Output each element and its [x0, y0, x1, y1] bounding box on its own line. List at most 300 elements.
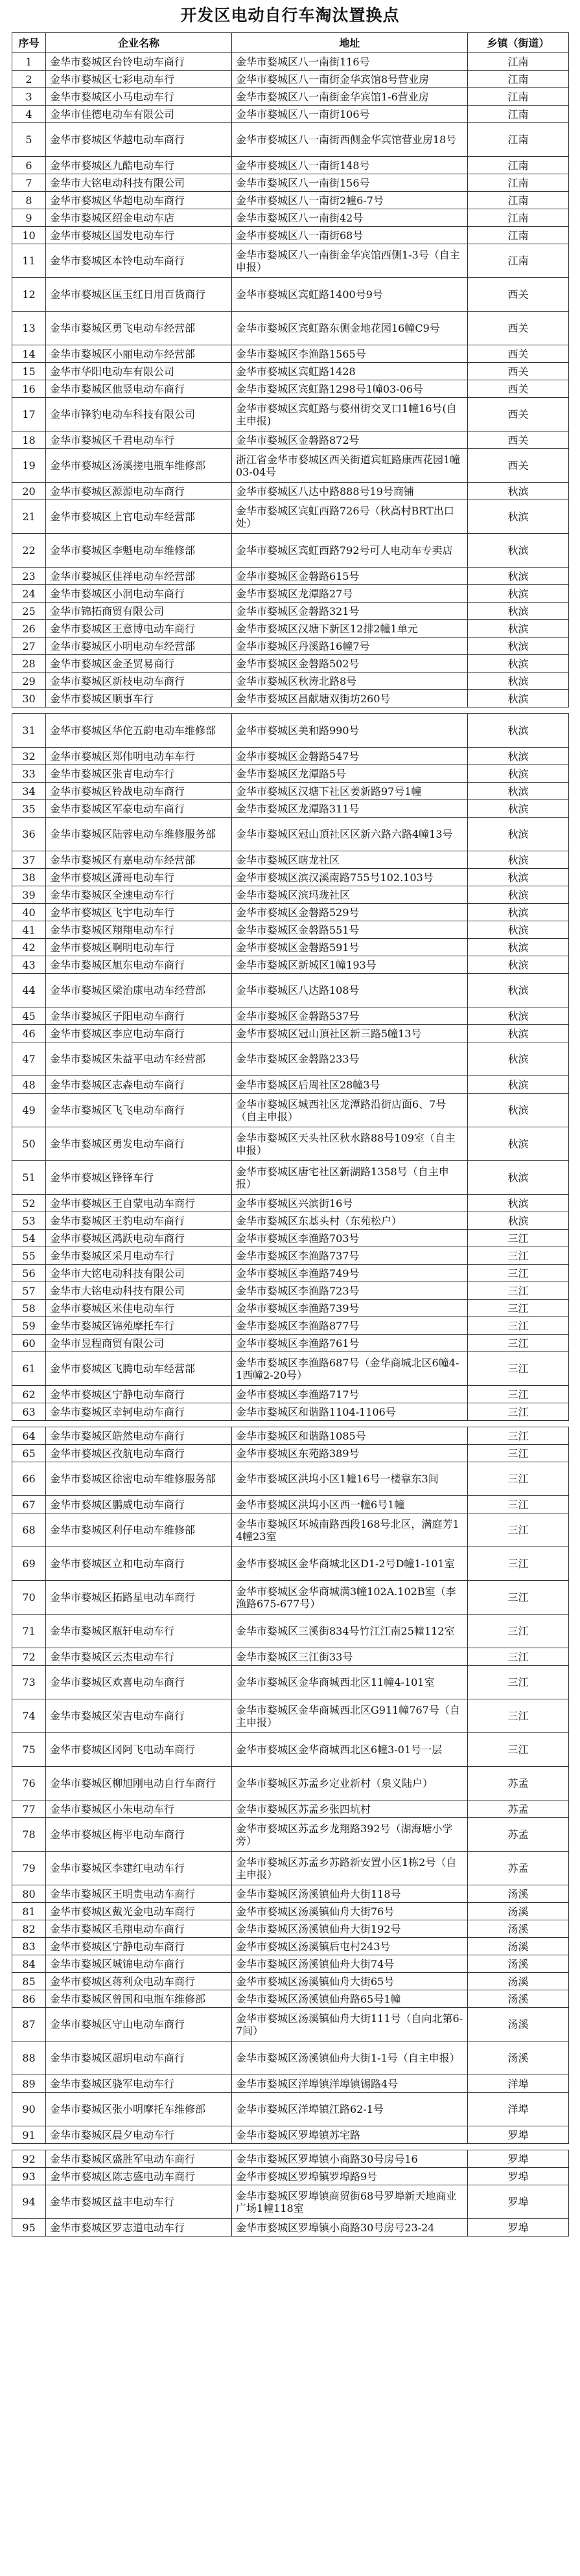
- cell-no: 80: [12, 1885, 46, 1903]
- cell-no: 26: [12, 620, 46, 638]
- cell-no: 4: [12, 106, 46, 123]
- cell-address: 金华市婺城区八一南街金华宾馆1-6营业房: [232, 88, 468, 106]
- cell-company-name: 金华市婺城区郑伟明电动车车行: [46, 748, 232, 765]
- cell-company-name: 金华市婺城区毛翔电动车商行: [46, 1920, 232, 1938]
- cell-town: 三江: [468, 1513, 569, 1547]
- cell-no: 32: [12, 748, 46, 765]
- cell-company-name: 金华市婺城区军豪电动车商行: [46, 800, 232, 818]
- cell-no: 91: [12, 2126, 46, 2144]
- cell-town: 江南: [468, 227, 569, 244]
- cell-company-name: 金华市婺城区佳祥电动车经营部: [46, 568, 232, 585]
- table-row: [12, 1547, 569, 1581]
- cell-company-name: 金华市婺城区飞宇电动车行: [46, 904, 232, 921]
- table-row: [12, 1648, 569, 1666]
- cell-address: 金华市婺城区八一南街金华宾馆西侧1-3号（自主申报）: [232, 244, 468, 278]
- cell-no: 36: [12, 818, 46, 851]
- table-row: [12, 886, 569, 904]
- cell-no: 65: [12, 1445, 46, 1462]
- table-row: [12, 1903, 569, 1920]
- cell-company-name: 金华市婺城区勇飞电动车经营部: [46, 312, 232, 345]
- cell-company-name: 金华市昱程商贸有限公司: [46, 1335, 232, 1352]
- cell-town: 三江: [468, 1335, 569, 1352]
- table-row: [12, 345, 569, 363]
- cell-company-name: 金华市婺城区梁治康电动车经营部: [46, 974, 232, 1007]
- cell-town: 秋滨: [468, 748, 569, 765]
- cell-address: 金华市婺城区汉塘下新区12排2幢1单元: [232, 620, 468, 638]
- cell-town: 秋滨: [468, 483, 569, 500]
- cell-address: 金华市婺城区李渔路737号: [232, 1247, 468, 1265]
- cell-town: 罗埠: [468, 2185, 569, 2219]
- cell-address: 金华市婺城区汤溪镇仙舟大街118号: [232, 1885, 468, 1903]
- cell-company-name: 金华市婺城区潇哥电动车行: [46, 869, 232, 886]
- cell-no: 72: [12, 1648, 46, 1666]
- table-row: [12, 1938, 569, 1955]
- cell-town: 苏孟: [468, 1800, 569, 1818]
- cell-no: 42: [12, 939, 46, 956]
- table-row: [12, 449, 569, 483]
- cell-address: 金华市婺城区三溪街834号竹江江南25幢112室: [232, 1615, 468, 1648]
- cell-company-name: 金华市婺城区李建红电动车行: [46, 1852, 232, 1885]
- cell-company-name: 金华市婺城区守山电动车商行: [46, 2008, 232, 2041]
- cell-town: 秋滨: [468, 851, 569, 869]
- cell-town: 秋滨: [468, 956, 569, 974]
- section-gap-cell: [12, 707, 569, 714]
- cell-town: 秋滨: [468, 974, 569, 1007]
- section-gap-cell: [12, 1421, 569, 1427]
- cell-town: 西关: [468, 398, 569, 431]
- table-row: [12, 1496, 569, 1513]
- cell-company-name: 金华市婺城区小朱电动车行: [46, 1800, 232, 1818]
- cell-town: 秋滨: [468, 1007, 569, 1025]
- cell-company-name: 金华市婺城区曾国和电瓶车维修部: [46, 1990, 232, 2008]
- cell-address: 金华市婺城区金华商城西北区6幢3-01号一层: [232, 1733, 468, 1767]
- cell-town: 汤溪: [468, 1885, 569, 1903]
- cell-company-name: 金华市佳德电动车有限公司: [46, 106, 232, 123]
- cell-company-name: 金华市婺城区华越电动车商行: [46, 123, 232, 157]
- cell-no: 27: [12, 638, 46, 655]
- cell-company-name: 金华市婺城区梅平电动车商行: [46, 1818, 232, 1852]
- cell-town: 江南: [468, 123, 569, 157]
- cell-address: 金华市婺城区金磐路551号: [232, 921, 468, 939]
- cell-town: 三江: [468, 1733, 569, 1767]
- cell-address: 金华市婺城区金磐路537号: [232, 1007, 468, 1025]
- cell-town: 江南: [468, 174, 569, 192]
- table-row: [12, 851, 569, 869]
- cell-no: 3: [12, 88, 46, 106]
- cell-address: 金华市婺城区城西社区龙潭路沿街店面6、7号（自主申报）: [232, 1094, 468, 1127]
- table-row: [12, 2185, 569, 2219]
- cell-company-name: 金华市婺城区锦苑摩托车行: [46, 1317, 232, 1335]
- cell-address: 金华市婺城区八一南街116号: [232, 53, 468, 71]
- cell-no: 30: [12, 690, 46, 707]
- cell-no: 84: [12, 1955, 46, 1973]
- cell-town: 秋滨: [468, 1025, 569, 1042]
- cell-company-name: 金华市婺城区朱益平电动车经营部: [46, 1042, 232, 1076]
- cell-no: 39: [12, 886, 46, 904]
- cell-no: 31: [12, 714, 46, 748]
- cell-town: 江南: [468, 157, 569, 174]
- cell-company-name: 金华市婺城区超玥电动车商行: [46, 2041, 232, 2075]
- header-name: 企业名称: [46, 33, 232, 53]
- cell-company-name: 金华市婺城区益丰电动车行: [46, 2185, 232, 2219]
- table-row: [12, 1007, 569, 1025]
- cell-no: 78: [12, 1818, 46, 1852]
- cell-no: 38: [12, 869, 46, 886]
- cell-town: 江南: [468, 71, 569, 88]
- cell-address: 金华市婺城区八一南街148号: [232, 157, 468, 174]
- cell-address: 金华市婺城区龙潭路27号: [232, 585, 468, 603]
- cell-no: 66: [12, 1462, 46, 1496]
- cell-no: 14: [12, 345, 46, 363]
- cell-company-name: 金华市婺城区小明电动车经营部: [46, 638, 232, 655]
- table-row: [12, 1699, 569, 1733]
- cell-address: 金华市婺城区金磐路872号: [232, 431, 468, 449]
- cell-company-name: 金华市婺城区锋锋车行: [46, 1161, 232, 1195]
- cell-address: 金华市婺城区苏孟乡张四坑村: [232, 1800, 468, 1818]
- cell-no: 60: [12, 1335, 46, 1352]
- cell-address: 金华市婺城区洪坞小区1幢16号一楼靠东3间: [232, 1462, 468, 1496]
- cell-no: 21: [12, 500, 46, 534]
- table-row: [12, 1265, 569, 1282]
- cell-address: 金华市婺城区汉塘下社区姜新路97号1幢: [232, 783, 468, 800]
- cell-no: 59: [12, 1317, 46, 1335]
- cell-no: 17: [12, 398, 46, 431]
- cell-no: 48: [12, 1076, 46, 1094]
- cell-address: 金华市婺城区金华商城北区D1-2号D幢1-101室: [232, 1547, 468, 1581]
- cell-company-name: 金华市婺城区新枝电动车商行: [46, 673, 232, 690]
- cell-no: 64: [12, 1427, 46, 1445]
- cell-no: 10: [12, 227, 46, 244]
- table-row: [12, 655, 569, 673]
- cell-company-name: 金华市婺城区七彩电动车行: [46, 71, 232, 88]
- cell-town: 秋滨: [468, 620, 569, 638]
- cell-company-name: 金华市婺城区顺事车行: [46, 690, 232, 707]
- cell-town: 三江: [468, 1300, 569, 1317]
- cell-town: 秋滨: [468, 886, 569, 904]
- cell-address: 金华市婺城区金磐路529号: [232, 904, 468, 921]
- cell-town: 汤溪: [468, 1990, 569, 2008]
- table-row: [12, 1767, 569, 1800]
- table-row: [12, 800, 569, 818]
- cell-address: 金华市婺城区苏孟乡龙翔路392号（湖海塘小学旁）: [232, 1818, 468, 1852]
- cell-no: 13: [12, 312, 46, 345]
- cell-address: 金华市婺城区洋埠镇江路62-1号: [232, 2093, 468, 2126]
- table-row: [12, 1852, 569, 1885]
- cell-company-name: 金华市婺城区王意博电动车商行: [46, 620, 232, 638]
- cell-no: 74: [12, 1699, 46, 1733]
- cell-company-name: 金华市婺城区幸轲电动车商行: [46, 1403, 232, 1421]
- cell-town: 秋滨: [468, 1161, 569, 1195]
- cell-town: 三江: [468, 1403, 569, 1421]
- cell-company-name: 金华市婺城区啊明电动车行: [46, 939, 232, 956]
- cell-no: 6: [12, 157, 46, 174]
- cell-address: 金华市婺城区汤溪镇仙舟大街1-1号（自主申报）: [232, 2041, 468, 2075]
- cell-no: 8: [12, 192, 46, 209]
- cell-company-name: 金华市婺城区骁军电动车行: [46, 2075, 232, 2093]
- table-row: [12, 2126, 569, 2144]
- table-row: [12, 1955, 569, 1973]
- cell-address: 金华市婺城区八一南街金华宾馆8号营业房: [232, 71, 468, 88]
- cell-address: 金华市婺城区汤溪镇仙舟大街65号: [232, 1973, 468, 1990]
- table-row: [12, 1195, 569, 1212]
- table-row: [12, 312, 569, 345]
- cell-company-name: 金华市婺城区王豹电动车商行: [46, 1212, 232, 1230]
- cell-no: 50: [12, 1127, 46, 1161]
- cell-town: 秋滨: [468, 638, 569, 655]
- cell-address: 金华市婺城区金华商城西北区11幢4-101室: [232, 1666, 468, 1699]
- cell-company-name: 金华市婺城区张青电动车行: [46, 765, 232, 783]
- cell-no: 52: [12, 1195, 46, 1212]
- table-row: [12, 500, 569, 534]
- cell-address: 金华市婺城区宾虹路东侧金地花园16幢C9号: [232, 312, 468, 345]
- cell-town: 江南: [468, 209, 569, 227]
- cell-no: 62: [12, 1386, 46, 1403]
- cell-company-name: 金华市婺城区鹏威电动车商行: [46, 1496, 232, 1513]
- table-row: [12, 673, 569, 690]
- cell-address: 金华市婺城区秋涛北路8号: [232, 673, 468, 690]
- cell-no: 24: [12, 585, 46, 603]
- cell-company-name: 金华市婺城区有嘉电动车经营部: [46, 851, 232, 869]
- table-row: [12, 1247, 569, 1265]
- cell-town: 秋滨: [468, 534, 569, 568]
- cell-address: 金华市婺城区宾虹西路792号可人电动车专卖店: [232, 534, 468, 568]
- table-row: [12, 244, 569, 278]
- cell-company-name: 金华市大铭电动科技有限公司: [46, 1282, 232, 1300]
- cell-no: 90: [12, 2093, 46, 2126]
- table-row: [12, 483, 569, 500]
- cell-address: 金华市婺城区昌献塘双街坊260号: [232, 690, 468, 707]
- cell-company-name: 金华市婺城区飞飞电动车商行: [46, 1094, 232, 1127]
- table-row: [12, 2093, 569, 2126]
- cell-address: 浙江省金华市婺城区西关街道宾虹路康西花园1幢03-04号: [232, 449, 468, 483]
- cell-address: 金华市婺城区八一南街2幢6-7号: [232, 192, 468, 209]
- cell-address: 金华市婺城区丹溪路16幢7号: [232, 638, 468, 655]
- cell-address: 金华市婺城区滨玛珑社区: [232, 886, 468, 904]
- table-row: [12, 1212, 569, 1230]
- cell-town: 三江: [468, 1386, 569, 1403]
- cell-address: 金华市婺城区八达路108号: [232, 974, 468, 1007]
- cell-town: 秋滨: [468, 818, 569, 851]
- cell-company-name: 金华市婺城区小洞电动车商行: [46, 585, 232, 603]
- table-row: [12, 278, 569, 312]
- cell-company-name: 金华市婺城区勇发电动车商行: [46, 1127, 232, 1161]
- cell-town: 秋滨: [468, 1076, 569, 1094]
- table-row: [12, 904, 569, 921]
- cell-company-name: 金华市婺城区欢喜电动车商行: [46, 1666, 232, 1699]
- cell-no: 93: [12, 2168, 46, 2185]
- cell-town: 秋滨: [468, 690, 569, 707]
- cell-no: 81: [12, 1903, 46, 1920]
- table-row: [12, 380, 569, 398]
- cell-company-name: 金华市大铭电动科技有限公司: [46, 1265, 232, 1282]
- cell-no: 37: [12, 851, 46, 869]
- cell-address: 金华市婺城区金华商城西北区G911幢767号（自主申报）: [232, 1699, 468, 1733]
- cell-no: 76: [12, 1767, 46, 1800]
- cell-company-name: 金华市婺城区王明贵电动车商行: [46, 1885, 232, 1903]
- table-row: [12, 748, 569, 765]
- cell-company-name: 金华市婺城区绍金电动车店: [46, 209, 232, 227]
- cell-town: 江南: [468, 244, 569, 278]
- cell-company-name: 金华市婺城区全速电动车行: [46, 886, 232, 904]
- cell-no: 83: [12, 1938, 46, 1955]
- table-row: [12, 157, 569, 174]
- table-row: [12, 974, 569, 1007]
- cell-town: 秋滨: [468, 1212, 569, 1230]
- cell-town: 三江: [468, 1230, 569, 1247]
- cell-company-name: 金华市婺城区荣吉电动车商行: [46, 1699, 232, 1733]
- cell-town: 秋滨: [468, 1042, 569, 1076]
- cell-no: 29: [12, 673, 46, 690]
- cell-company-name: 金华市婺城区本铃电动车商行: [46, 244, 232, 278]
- table-row: [12, 88, 569, 106]
- cell-town: 苏孟: [468, 1818, 569, 1852]
- cell-no: 12: [12, 278, 46, 312]
- cell-no: 68: [12, 1513, 46, 1547]
- cell-address: 金华市婺城区东基头村（东苑松户）: [232, 1212, 468, 1230]
- table-row: [12, 398, 569, 431]
- table-row: [12, 227, 569, 244]
- cell-no: 73: [12, 1666, 46, 1699]
- cell-address: 金华市婺城区龙潭路5号: [232, 765, 468, 783]
- table-row: [12, 1282, 569, 1300]
- cell-company-name: 金华市婺城区宁静电动车商行: [46, 1938, 232, 1955]
- cell-no: 11: [12, 244, 46, 278]
- header-address: 地址: [232, 33, 468, 53]
- cell-address: 金华市婺城区美和路990号: [232, 714, 468, 748]
- table-section-gap: [12, 2144, 569, 2150]
- cell-address: 金华市婺城区八一南街西侧金华宾馆营业房18号: [232, 123, 468, 157]
- table-row: [12, 1581, 569, 1615]
- cell-company-name: 金华市婺城区小丽电动车经营部: [46, 345, 232, 363]
- table-row: [12, 123, 569, 157]
- cell-address: 金华市婺城区苏孟乡定业新村（泉义陆户）: [232, 1767, 468, 1800]
- cell-no: 45: [12, 1007, 46, 1025]
- cell-town: 西关: [468, 380, 569, 398]
- table-row: [12, 1230, 569, 1247]
- table-row: [12, 1885, 569, 1903]
- cell-address: 金华市婺城区冠山頂社区区新六路六路4幢13号: [232, 818, 468, 851]
- table-row: [12, 2075, 569, 2093]
- cell-address: 金华市婺城区罗埠镇小商路30号房号16: [232, 2150, 468, 2168]
- cell-no: 75: [12, 1733, 46, 1767]
- table-row: [12, 1990, 569, 2008]
- cell-address: 金华市婺城区八一南街106号: [232, 106, 468, 123]
- cell-company-name: 金华市婺城区源源电动车商行: [46, 483, 232, 500]
- cell-company-name: 金华市婺城区徐密电动车维修服务部: [46, 1462, 232, 1496]
- table-row: [12, 1445, 569, 1462]
- cell-address: 金华市婺城区金磐路615号: [232, 568, 468, 585]
- cell-town: 秋滨: [468, 1094, 569, 1127]
- cell-address: 金华市婺城区李渔路749号: [232, 1265, 468, 1282]
- table-row: [12, 1025, 569, 1042]
- cell-company-name: 金华市婺城区小马电动车行: [46, 88, 232, 106]
- cell-no: 95: [12, 2219, 46, 2237]
- cell-no: 47: [12, 1042, 46, 1076]
- cell-address: 金华市婺城区李渔路739号: [232, 1300, 468, 1317]
- cell-town: 西关: [468, 431, 569, 449]
- cell-address: 金华市婺城区金华商城满3幢102A.102B室（李渔路675-677号）: [232, 1581, 468, 1615]
- cell-company-name: 金华市华阳电动车有限公司: [46, 363, 232, 380]
- cell-no: 44: [12, 974, 46, 1007]
- table-row: [12, 1666, 569, 1699]
- cell-address: 金华市婺城区天头社区秋水路88号109室（自主申报）: [232, 1127, 468, 1161]
- cell-town: 三江: [468, 1462, 569, 1496]
- cell-address: 金华市婺城区金磐路321号: [232, 603, 468, 620]
- cell-town: 秋滨: [468, 921, 569, 939]
- table-row: [12, 2041, 569, 2075]
- cell-no: 34: [12, 783, 46, 800]
- cell-address: 金华市婺城区李渔路687号（金华商城北区6幢4-1西幢2-20号）: [232, 1352, 468, 1386]
- cell-town: 三江: [468, 1427, 569, 1445]
- cell-no: 46: [12, 1025, 46, 1042]
- cell-no: 28: [12, 655, 46, 673]
- cell-company-name: 金华市婺城区铃战电动车商行: [46, 783, 232, 800]
- cell-address: 金华市婺城区八一南街68号: [232, 227, 468, 244]
- cell-town: 罗埠: [468, 2126, 569, 2144]
- cell-company-name: 金华市婺城区华超电动车商行: [46, 192, 232, 209]
- cell-address: 金华市婺城区宾虹路1400号9号: [232, 278, 468, 312]
- cell-address: 金华市婺城区李渔路1565号: [232, 345, 468, 363]
- table-row: [12, 363, 569, 380]
- cell-town: 西关: [468, 278, 569, 312]
- cell-no: 69: [12, 1547, 46, 1581]
- table-row: [12, 1042, 569, 1076]
- cell-address: 金华市婺城区后周社区28幢3号: [232, 1076, 468, 1094]
- cell-address: 金华市婺城区罗埠镇罗埠路9号: [232, 2168, 468, 2185]
- table-row: [12, 1800, 569, 1818]
- table-row: [12, 1513, 569, 1547]
- table-row: [12, 1076, 569, 1094]
- cell-town: 西关: [468, 449, 569, 483]
- cell-company-name: 金华市婺城区蒋利众电动车商行: [46, 1973, 232, 1990]
- cell-company-name: 金华市婺城区九酷电动车行: [46, 157, 232, 174]
- cell-town: 汤溪: [468, 1973, 569, 1990]
- cell-company-name: 金华市婺城区汤溪搓电瓶车维修部: [46, 449, 232, 483]
- cell-address: 金华市婺城区滨汉溪南路755号102.103号: [232, 869, 468, 886]
- table-row: [12, 1094, 569, 1127]
- table-row: [12, 1403, 569, 1421]
- cell-town: 苏孟: [468, 1767, 569, 1800]
- cell-town: 江南: [468, 88, 569, 106]
- cell-no: 7: [12, 174, 46, 192]
- table-row: [12, 209, 569, 227]
- cell-address: 金华市婺城区兴滨街16号: [232, 1195, 468, 1212]
- cell-no: 79: [12, 1852, 46, 1885]
- cell-no: 23: [12, 568, 46, 585]
- cell-town: 罗埠: [468, 2150, 569, 2168]
- cell-company-name: 金华市婺城区鸿跃电动车商行: [46, 1230, 232, 1247]
- cell-address: 金华市婺城区罗埠镇商贸街68号罗埠新天地商业广场1幢118室: [232, 2185, 468, 2219]
- cell-address: 金华市婺城区罗埠镇小商路30号房号23-24: [232, 2219, 468, 2237]
- cell-company-name: 金华市婺城区晨夕电动车行: [46, 2126, 232, 2144]
- cell-address: 金华市婺城区汤溪镇仙舟大街192号: [232, 1920, 468, 1938]
- table-row: [12, 1386, 569, 1403]
- table-row: [12, 192, 569, 209]
- cell-town: 罗埠: [468, 2168, 569, 2185]
- cell-no: 2: [12, 71, 46, 88]
- cell-company-name: 金华市大铭电动科技有限公司: [46, 174, 232, 192]
- cell-address: 金华市婺城区和谐路1104-1106号: [232, 1403, 468, 1421]
- cell-company-name: 金华市婺城区华佗五韵电动车维修部: [46, 714, 232, 748]
- cell-town: 三江: [468, 1615, 569, 1648]
- cell-town: 罗埠: [468, 2219, 569, 2237]
- cell-no: 92: [12, 2150, 46, 2168]
- cell-company-name: 金华市婺城区张小明摩托车维修部: [46, 2093, 232, 2126]
- cell-address: 金华市婺城区罗埠镇苏宅路: [232, 2126, 468, 2144]
- cell-town: 三江: [468, 1317, 569, 1335]
- cell-town: 秋滨: [468, 568, 569, 585]
- cell-address: 金华市婺城区宾虹西路726号（秋高村BRT出口处）: [232, 500, 468, 534]
